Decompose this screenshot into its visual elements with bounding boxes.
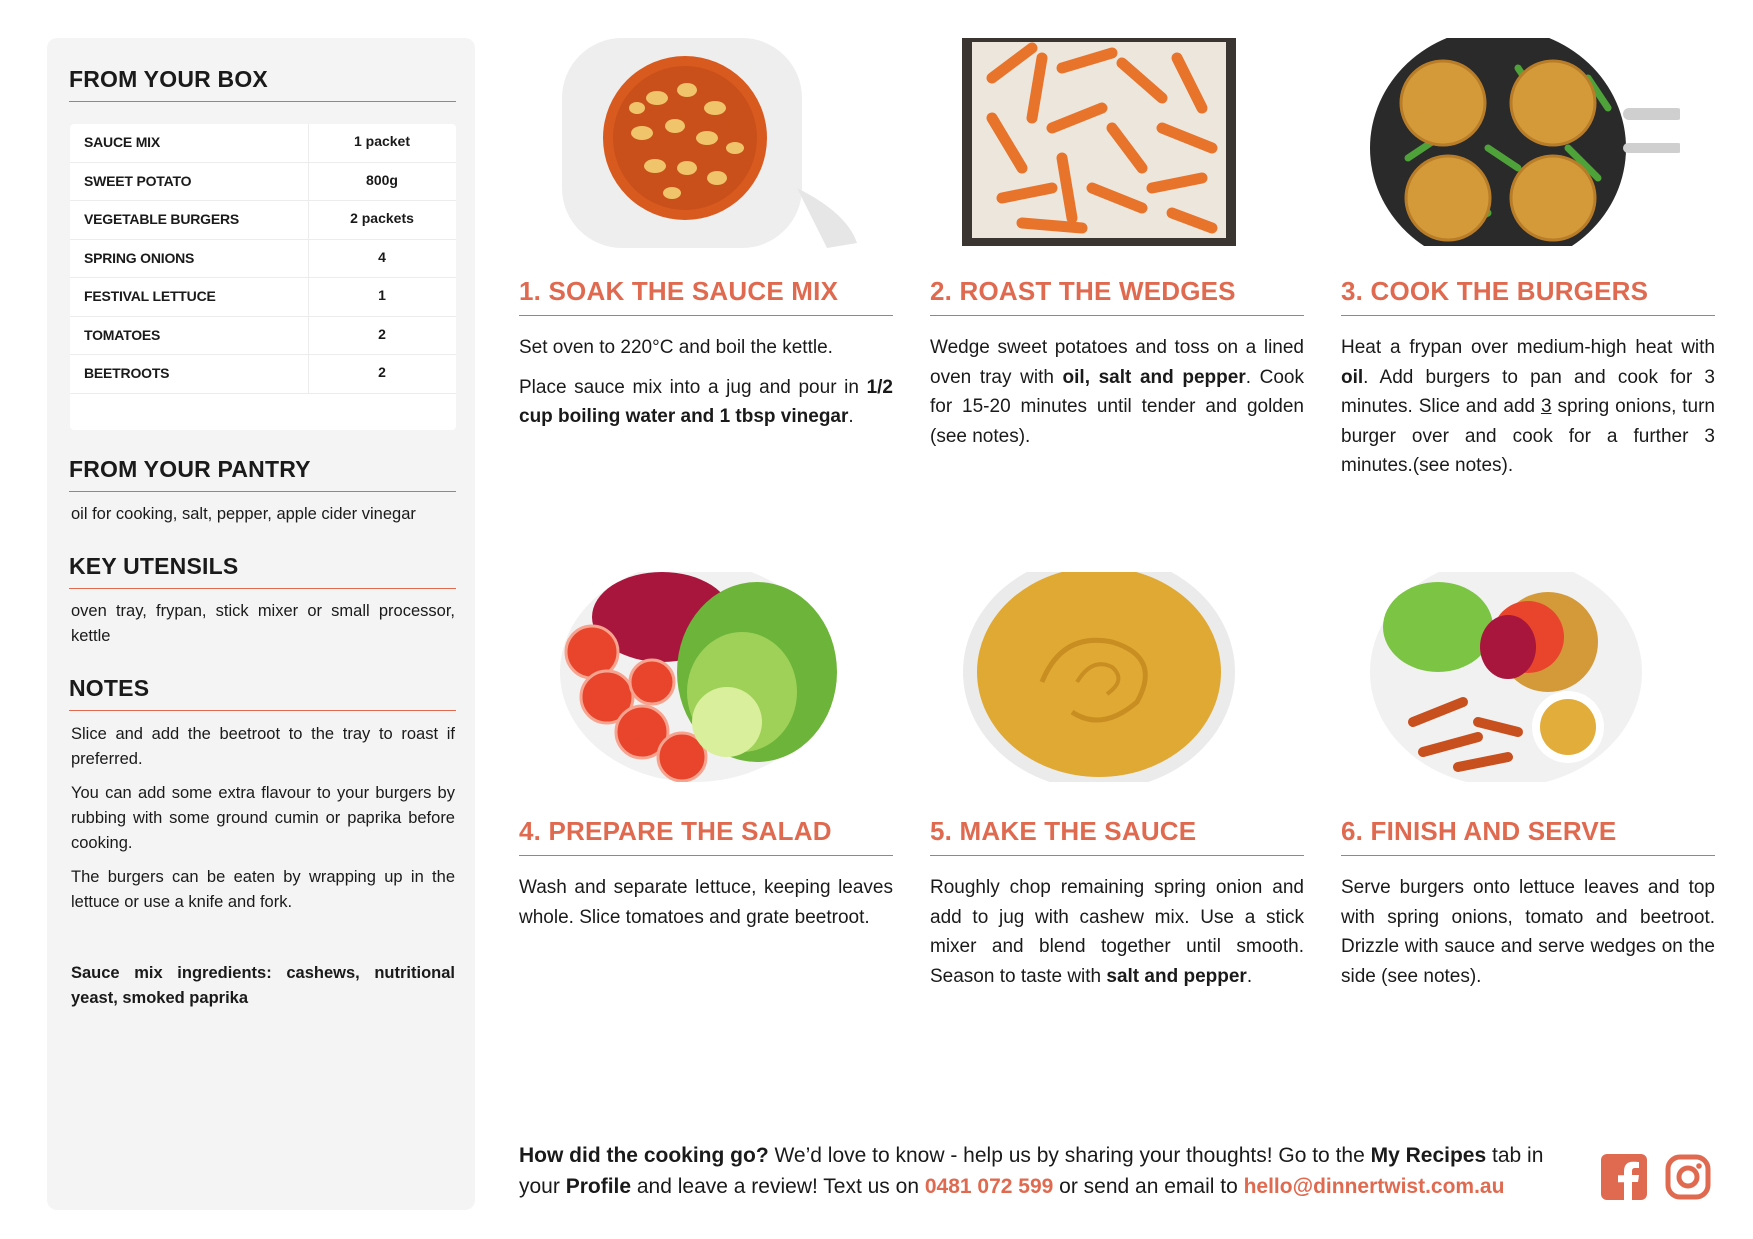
burgers-frypan-image <box>1368 38 1680 246</box>
ingredient-qty: 2 <box>378 364 386 380</box>
sidebar <box>47 38 475 1210</box>
ingredients-table <box>70 124 456 430</box>
ingredient-qty: 2 <box>378 325 386 342</box>
salad-plate-image <box>557 572 840 782</box>
step-6-body <box>1341 873 1715 1001</box>
step-text: . <box>848 406 854 427</box>
soaking-cashews-jug-image <box>557 38 857 248</box>
step-3-paragraph <box>1341 333 1715 481</box>
note-paragraph: Slice and add the beetroot to the tray to roast if preferred. <box>71 725 455 768</box>
table-row <box>70 317 456 356</box>
step-text: . Add burgers to pan and cook for 3 minutes. Slice and add <box>1341 366 1715 417</box>
ingredient-qty: 1 packet <box>353 133 411 149</box>
step-2-title: 2. ROAST THE WEDGES <box>930 276 1304 316</box>
utensils-text: oven tray, frypan, stick mixer or small processor, kettle <box>71 602 455 645</box>
step-2-body <box>930 333 1304 461</box>
step-text-bold: salt and pepper <box>1106 965 1247 987</box>
step-text: Wedge sweet potatoes and toss on a lined oven tray with <box>930 337 1304 388</box>
step-text: . <box>1246 965 1253 987</box>
cashew-sauce-image <box>962 572 1236 782</box>
table-row <box>70 163 456 202</box>
sauce-ingredients: Sauce mix ingredients: cashews, nutritional yeast, smoked paprika <box>71 964 455 1007</box>
step-text-underlined: 3 <box>1540 396 1552 417</box>
table-row <box>70 355 456 394</box>
footer-text: tab in your <box>519 1144 1544 1198</box>
ingredient-name: SPRING ONIONS <box>84 249 195 266</box>
ingredient-name: FESTIVAL LETTUCE <box>84 288 216 304</box>
step-text: Heat a frypan over medium-high heat with <box>1341 337 1715 358</box>
step-text: spring onions, turn burger over and cook for a further 3 minutes.(see notes). <box>1341 396 1716 476</box>
step-1-title: 1. SOAK THE SAUCE MIX <box>519 276 893 316</box>
step-5-title: 5. MAKE THE SAUCE <box>930 816 1304 856</box>
ingredient-name: TOMATOES <box>84 326 161 343</box>
footer-text: We’d love to know - help us by sharing your thoughts! Go to the <box>768 1144 1371 1167</box>
step-6-title: 6. FINISH AND SERVE <box>1341 816 1715 856</box>
step-4-title: 4. PREPARE THE SALAD <box>519 816 893 856</box>
step-text-bold: 1/2 cup boiling water and 1 tbsp vinegar <box>519 376 893 427</box>
table-row <box>70 201 456 240</box>
step-3-body <box>1341 333 1715 491</box>
pantry-text: oil for cooking, salt, pepper, apple cider vinegar <box>71 505 416 523</box>
phone-link[interactable]: 0481 072 599 <box>924 1175 1054 1198</box>
ingredient-name: VEGETABLE BURGERS <box>84 211 240 227</box>
ingredient-qty: 800g <box>366 171 398 188</box>
footer-question: How did the cooking go? <box>519 1144 769 1167</box>
step-2-paragraph <box>930 333 1304 451</box>
ingredient-qty: 4 <box>378 248 386 265</box>
utensils-title: KEY UTENSILS <box>69 553 456 589</box>
facebook-icon[interactable] <box>1601 1154 1647 1200</box>
instagram-icon[interactable] <box>1665 1154 1711 1200</box>
profile-link[interactable]: Profile <box>565 1175 632 1198</box>
step-4-body <box>519 873 893 942</box>
table-row <box>70 124 456 163</box>
step-5-paragraph <box>930 873 1304 991</box>
step-text: . Cook for 15-20 minutes until tender and golden (see notes). <box>930 366 1304 447</box>
table-row <box>70 240 456 279</box>
sweet-potato-wedges-image <box>962 38 1236 246</box>
ingredient-name: BEETROOTS <box>84 365 170 381</box>
email-link[interactable]: hello@dinnertwist.com.au <box>1243 1175 1505 1198</box>
pantry-title: FROM YOUR PANTRY <box>69 456 456 492</box>
served-plate-image <box>1368 572 1644 782</box>
step-text-bold: oil, salt and pepper <box>1062 366 1246 388</box>
my-recipes-link[interactable]: My Recipes <box>1370 1144 1487 1167</box>
box-title: FROM YOUR BOX <box>69 66 456 102</box>
ingredient-qty: 1 <box>378 287 386 303</box>
step-text: Place sauce mix into a jug and pour in <box>519 376 867 398</box>
step-4-paragraph: Wash and separate lettuce, keeping leaves whole. Slice tomatoes and grate beetroot. <box>519 877 893 928</box>
note-paragraph: The burgers can be eaten by wrapping up in the lettuce or use a knife and fork. <box>71 868 455 911</box>
footer-text: and leave a review! Text us on <box>631 1175 925 1198</box>
ingredient-qty: 2 packets <box>350 210 414 226</box>
notes-title: NOTES <box>69 675 456 711</box>
step-3-title: 3. COOK THE BURGERS <box>1341 276 1715 316</box>
step-6-paragraph: Serve burgers onto lettuce leaves and top with spring onions, tomato and beetroot. Drizzle with sauce and serve wedges on the side (see notes). <box>1341 877 1715 987</box>
step-1-paragraph: Set oven to 220°C and boil the kettle. <box>519 337 833 358</box>
feedback-footer <box>519 1140 1569 1202</box>
ingredient-name: SAUCE MIX <box>84 134 160 150</box>
step-5-body <box>930 873 1304 1001</box>
step-1-paragraph <box>519 373 893 432</box>
footer-text: or send an email to <box>1053 1175 1244 1198</box>
note-paragraph: You can add some extra flavour to your burgers by rubbing with some ground cumin or paprika before cooking. <box>71 784 455 852</box>
step-1-body <box>519 333 893 442</box>
step-text: Roughly chop remaining spring onion and add to jug with cashew mix. Use a stick mixer and blend together until smooth. Season to taste with <box>930 877 1304 987</box>
table-row <box>70 278 456 317</box>
step-text-bold: oil <box>1341 366 1364 388</box>
ingredient-name: SWEET POTATO <box>84 172 192 189</box>
